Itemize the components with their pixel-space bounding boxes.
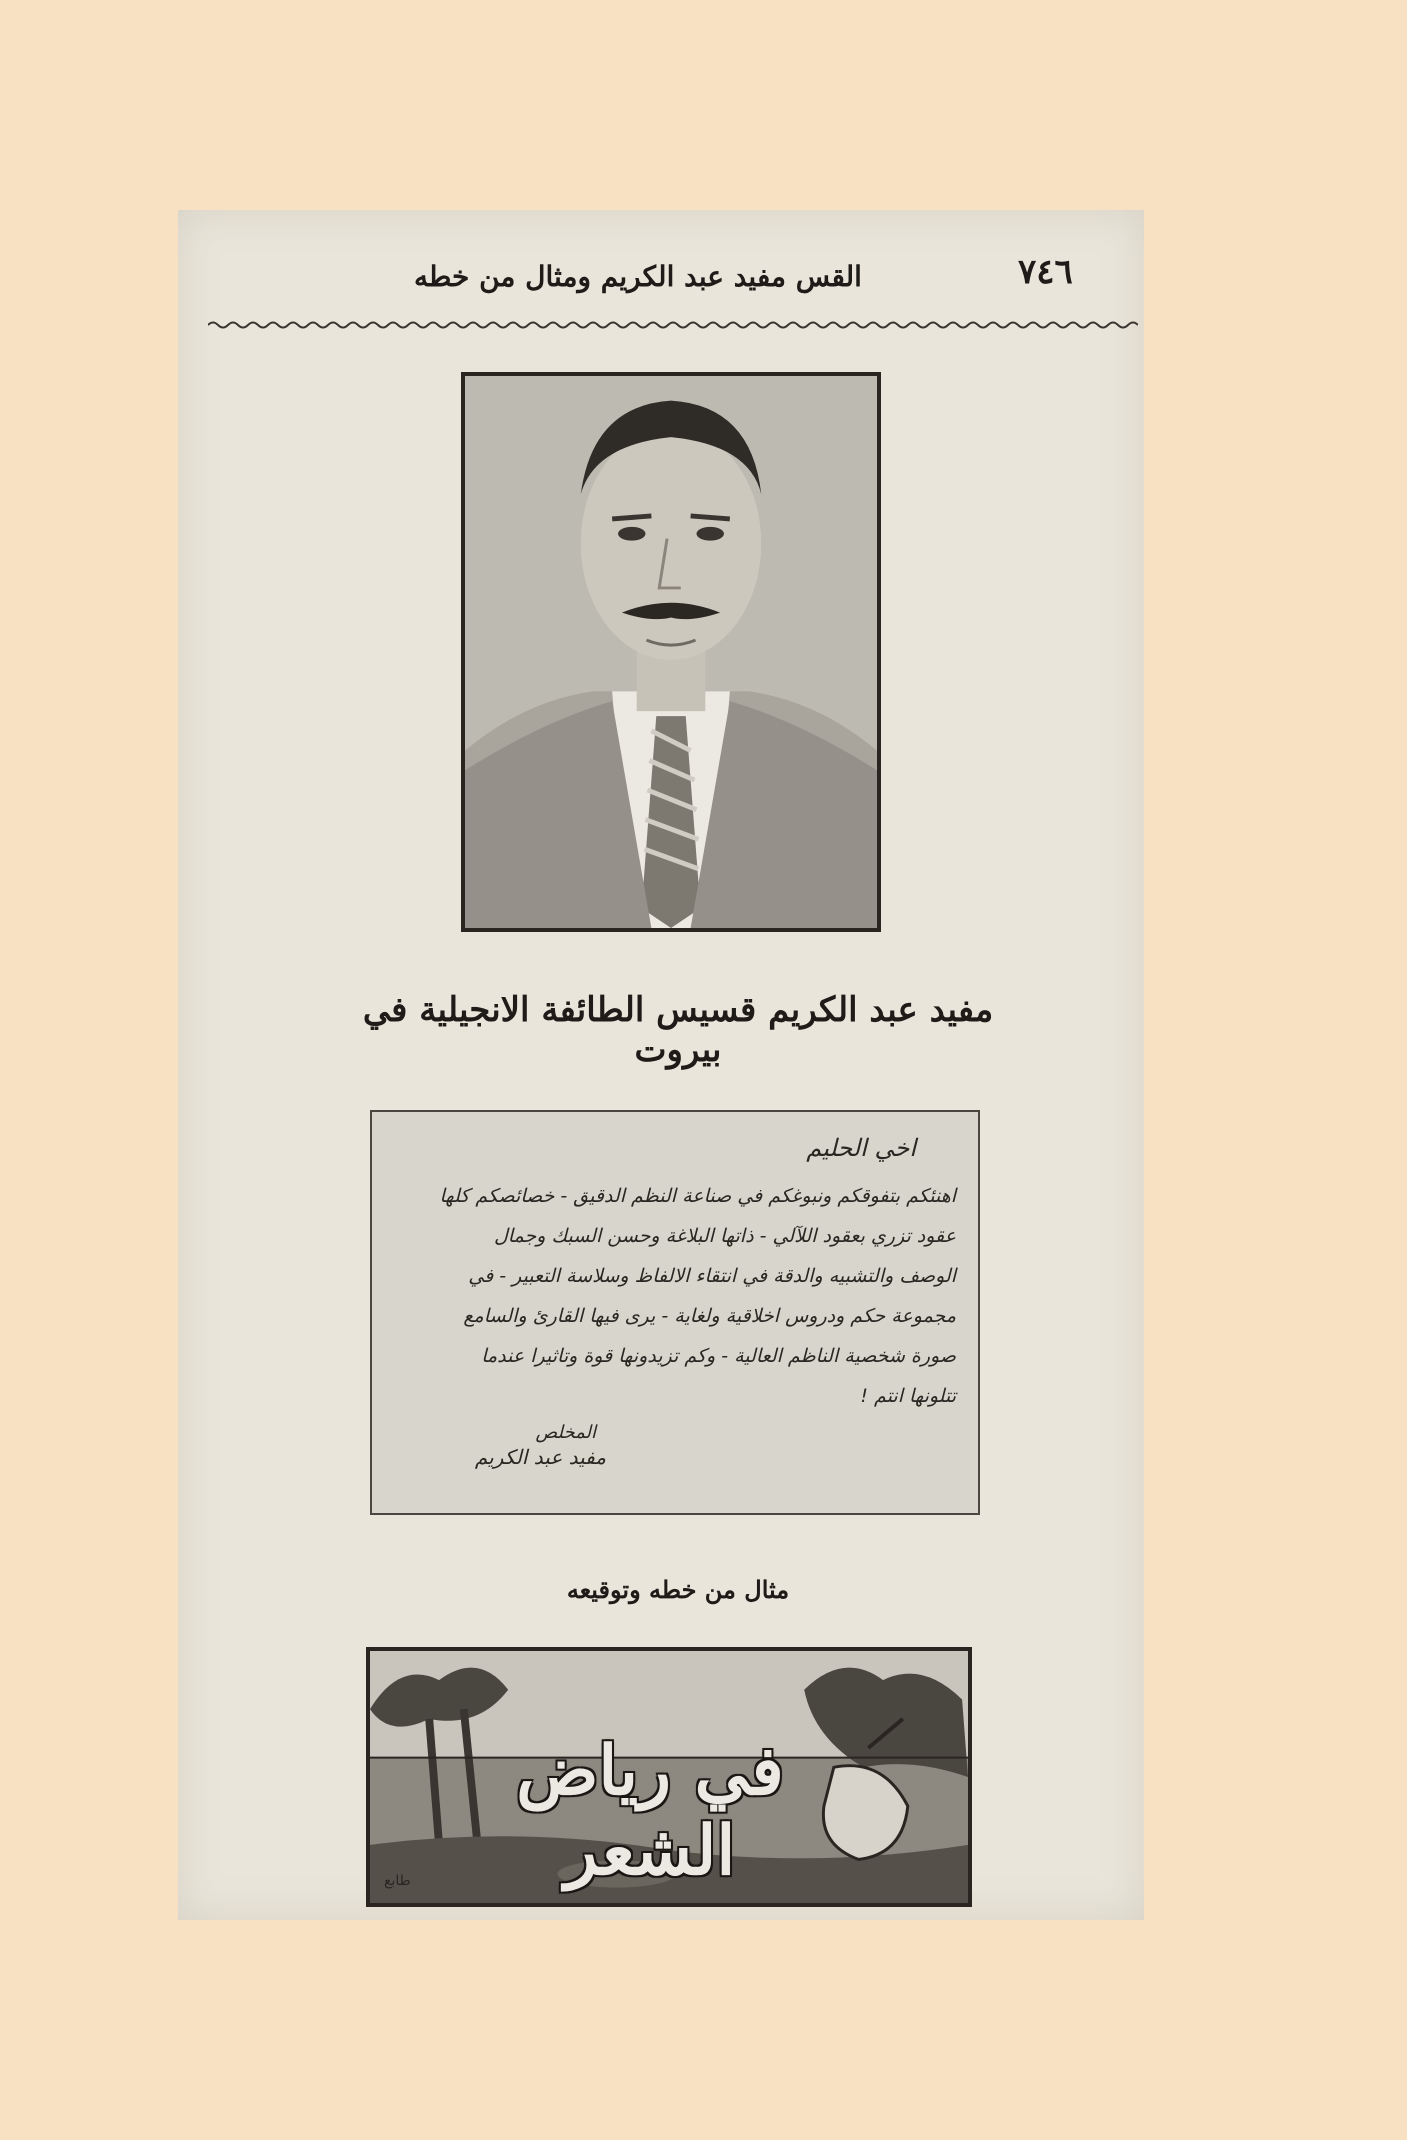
- letter-line: تتلونها انتم !: [860, 1385, 956, 1407]
- magazine-page: [178, 210, 1144, 1920]
- letter-closing: المخلص: [535, 1422, 596, 1443]
- portrait-photo: [461, 372, 881, 932]
- letter-line: اهنئكم بتفوقكم ونبوغكم في صناعة النظم الدقيق - خصائصكم كلها: [439, 1185, 956, 1207]
- wavy-divider: [208, 320, 1138, 330]
- running-head: القس مفيد عبد الكريم ومثال من خطه: [414, 260, 862, 293]
- page-number: ٧٤٦: [1018, 252, 1073, 292]
- letter-line: عقود تزري بعقود اللآلي - ذاتها البلاغة وحسن السبك وجمال: [493, 1225, 956, 1247]
- letter-line: مجموعة حكم ودروس اخلاقية ولغاية - يرى فيها القارئ والسامع: [463, 1305, 956, 1327]
- letter-line: صورة شخصية الناظم العالية - وكم تزيدونها قوة وتاثيرا عندما: [481, 1345, 956, 1367]
- decorative-banner: [366, 1647, 972, 1907]
- artist-signature: طابع: [384, 1873, 411, 1889]
- letter-line: الوصف والتشبيه والدقة في انتقاء الالفاظ وسلاسة التعبير - في: [468, 1265, 956, 1287]
- banner-title: في رياض الشعر: [516, 1731, 784, 1891]
- portrait-caption: مفيد عبد الكريم قسيس الطائفة الانجيلية في بيروت: [362, 990, 994, 1070]
- sample-caption: مثال من خطه وتوقيعه: [566, 1575, 790, 1604]
- letter-signature: مفيد عبد الكريم: [474, 1445, 606, 1469]
- letter-greeting: اخي الحليم: [806, 1134, 916, 1162]
- handwritten-letter: [370, 1110, 980, 1515]
